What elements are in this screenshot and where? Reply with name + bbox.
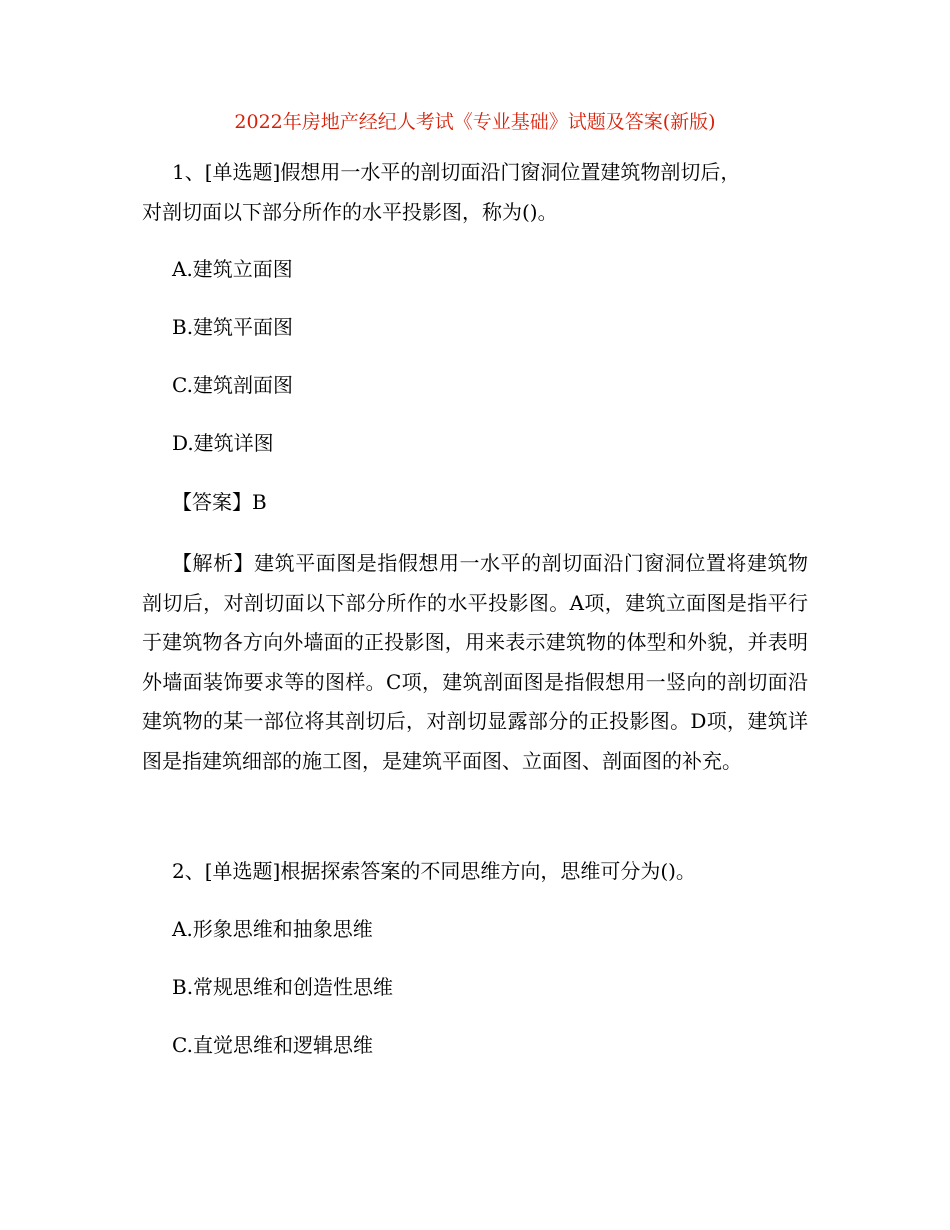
q1-option-c: C.建筑剖面图 [172,373,293,397]
q1-answer: 【答案】B [172,490,267,514]
q1-stem-line2: 对剖切面以下部分所作的水平投影图，称为()。 [142,200,558,224]
document-title: 2022年房地产经纪人考试《专业基础》试题及答案(新版) [234,111,716,133]
q2-stem: 2、[单选题]根据探索答案的不同思维方向，思维可分为()。 [172,859,696,883]
q1-option-b: B.建筑平面图 [172,315,294,339]
q1-analysis-label: 【解析】 [172,551,255,575]
q2-option-b: B.常规思维和创造性思维 [172,975,394,999]
q2-option-a: A.形象思维和抽象思维 [172,917,373,941]
q1-analysis-text: 建筑平面图是指假想用一水平的剖切面沿门窗洞位置将建筑物剖切后，对剖切面以下部分所作的水平投影图。A项，建筑立面图是指平行于建筑物各方向外墙面的正投影图，用来表示建筑物的体型和外貌，并表明外墙面装饰要求等的图样。C项，建筑剖面图是指假想用一竖向的剖切面沿建筑物的某一部位将其剖切后，对剖切显露部分的正投影图。D项，建筑详图是指建筑细部的施工图，是建筑平面图、立面图、剖面图的补充。 [142,551,809,773]
q1-stem-line1: 1、[单选题]假想用一水平的剖切面沿门窗洞位置建筑物剖切后， [172,160,741,184]
q1-option-a: A.建筑立面图 [172,257,293,281]
q2-option-c: C.直觉思维和逻辑思维 [172,1033,373,1057]
q1-option-d: D.建筑详图 [172,431,274,455]
q1-analysis [142,544,808,782]
